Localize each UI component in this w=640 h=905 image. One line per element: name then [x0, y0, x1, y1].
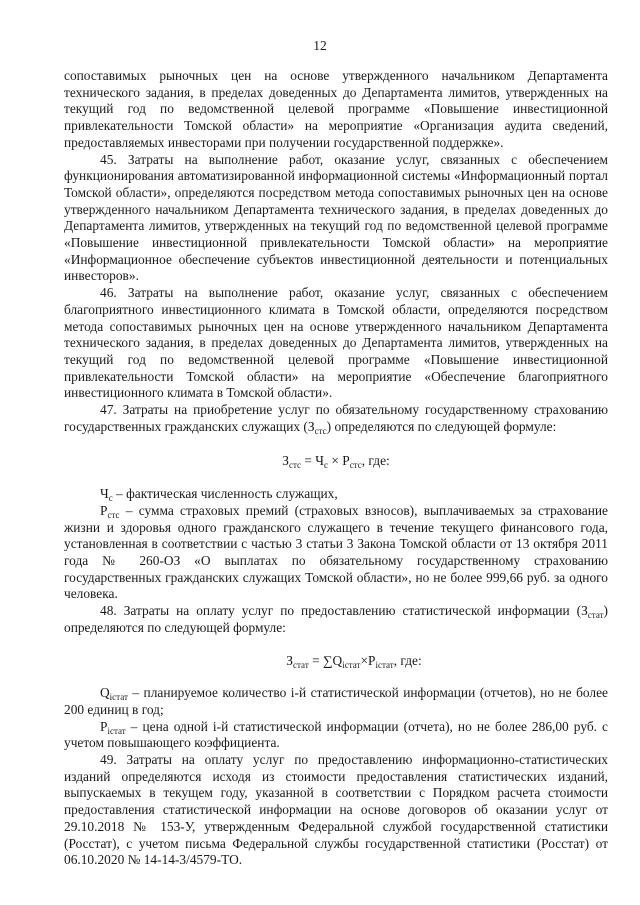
formula-term: , где:	[361, 453, 390, 469]
formula-term: = Ч	[301, 453, 324, 469]
formula-subscript: стс	[349, 460, 362, 471]
document-body	[64, 68, 608, 869]
p47-text: 47. Затраты на приобретение услуг по обязательному государственному страхованию государственных гражданских служащих (З	[64, 402, 608, 434]
paragraph-46: 46. Затраты на выполнение работ, оказание услуг, связанных с обеспечением благоприятного инвестиционного климата в Томской области, определяются посредством метода сопоставимых рыночных цен на основе утвержденного начальником Департамента технического задания, в пределах доведенных до Департамента лимитов, утвержденных на текущий год по ведомственной целевой программе «Повышение инвестиционной привлекательности Томской области» на мероприятие «Обеспечение благоприятного инвестиционного климата в Томской области».	[64, 285, 608, 401]
paragraph-49: 49. Затраты на оплату услуг по предоставлению информационно-статистических изданий определяются исходя из стоимости предоставления статистических изданий, выпускаемых в текущем году, указанной в соответствии с Порядком расчета стоимости предоставления статистической информации на основе договоров об оказании услуг от 29.10.2018 № 153-У, утвержденным Федеральной службой государственной статистики (Росстат), с учетом письма Федеральной службы государственной статистики (Росстат) от 06.10.2020 № 14-14-3/4579-ТО.	[64, 752, 608, 868]
formula-term: = ∑Q	[308, 652, 343, 668]
definition-subscript: iстат	[109, 692, 128, 703]
p47-tail: ) определяются по следующей формуле:	[326, 418, 557, 434]
paragraph-45: 45. Затраты на выполнение работ, оказание услуг, связанных с обеспечением функционирования автоматизированной информационной системы «Информационный портал Томской области», определяются посредством метода сопоставимых рыночных цен на основе утвержденного начальником Департамента технического задания, в пределах доведенных до Департамента лимитов, утвержденных на текущий год по ведомственной целевой программе «Повышение инвестиционной привлекательности Томской области» на мероприятие «Информационное обеспечение субъектов инвестиционной деятельности и потенциальных инвесторов».	[64, 151, 608, 284]
formula-subscript: iстат	[342, 659, 361, 670]
definition-text: – сумма страховых премий (страховых взносов), выплачиваемых за страхование жизни и здоровья одного гражданского служащего в течение текущего финансового года, установленная в соответствии с частью 3 статьи 3 Закона Томской области от 13 октября 2011 года № 260-ОЗ «О выплатах по обязательному государственному страхованию государственных гражданских служащих Томской области», но не более 999,66 руб. за одного человека.	[64, 502, 608, 602]
formula-subscript: стат	[293, 659, 309, 670]
formula-term: , где:	[393, 652, 422, 668]
formula-statistics	[100, 653, 608, 670]
definition-employees	[64, 486, 608, 503]
paragraph-48	[64, 603, 608, 636]
paragraph-47	[64, 402, 608, 435]
p47-subscript: стс	[314, 425, 327, 436]
definition-symbol: Ч	[100, 486, 109, 502]
formula-subscript: с	[323, 460, 328, 471]
formula-subscript: стс	[288, 460, 302, 471]
definition-symbol: Р	[100, 502, 108, 518]
p48-text: 48. Затраты на оплату услуг по предоставлению статистической информации (З	[100, 603, 588, 619]
formula-term: × Р	[327, 453, 350, 469]
definition-text: – фактическая численность служащих,	[112, 486, 338, 502]
formula-insurance	[64, 453, 608, 470]
definition-quantity	[64, 685, 608, 718]
definition-symbol: Q	[100, 685, 110, 701]
definition-price	[64, 719, 608, 752]
p48-subscript: стат	[587, 610, 604, 621]
page-number: 12	[313, 38, 327, 53]
paragraph-continued: сопоставимых рыночных цен на основе утвержденного начальником Департамента технического задания, в пределах доведенных до Департамента лимитов, утвержденных на текущий год по ведомственной целевой программе «Повышение инвестиционной привлекательности Томской области» на мероприятие «Организация аудита сведений, предоставляемых инвесторами при получении государственной поддержке».	[64, 68, 608, 150]
definition-subscript: iстат	[107, 725, 126, 736]
formula-subscript: iстат	[375, 659, 394, 670]
definition-subscript: с	[108, 493, 113, 504]
p48-tail: ) определяются по следующей формуле:	[64, 603, 608, 635]
definition-premium	[64, 503, 608, 603]
definition-symbol: P	[100, 718, 108, 734]
definition-text: – планируемое количество i-й статистической информации (отчетов), но не более 200 единиц в год;	[64, 685, 608, 717]
formula-term: ×P	[360, 652, 376, 668]
definition-subscript: стс	[107, 509, 120, 520]
definition-text: – цена одной i-й статистической информации (отчета), но не более 286,00 руб. с учетом повышающего коэффициента.	[64, 718, 608, 751]
formula-term: З	[282, 453, 289, 469]
formula-term: З	[286, 652, 294, 668]
